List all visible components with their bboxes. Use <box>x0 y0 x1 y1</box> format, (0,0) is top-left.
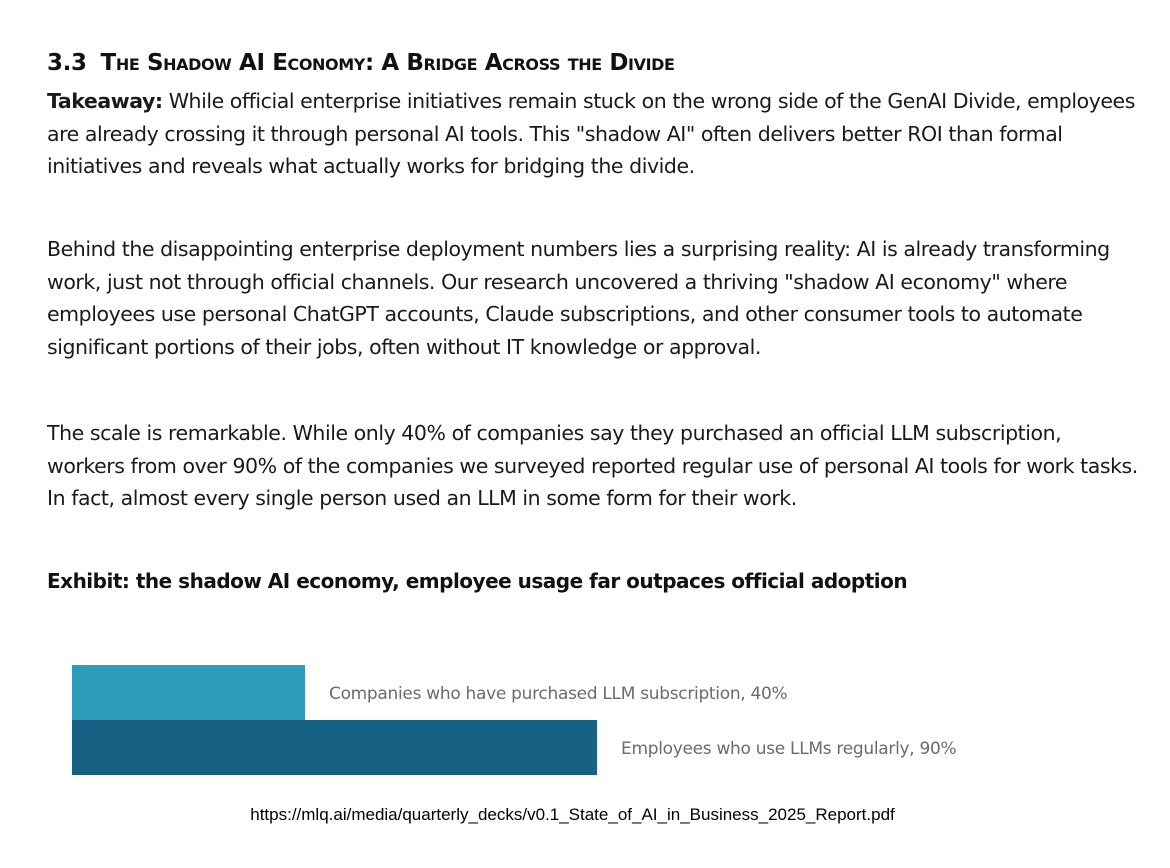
bar-label-2: Employees who use LLMs regularly, 90% <box>621 739 957 759</box>
bar-2 <box>72 720 597 775</box>
source-url: https://mlq.ai/media/quarterly_decks/v0.1_State_of_AI_in_Business_2025_Report.pdf <box>250 805 895 824</box>
shadow-ai-bar-chart <box>72 665 1072 777</box>
exhibit-title: Exhibit: the shadow AI economy, employee usage far outpaces official adoption <box>47 569 908 593</box>
takeaway-label: Takeaway: <box>47 89 163 113</box>
bar-label-1: Companies who have purchased LLM subscription, 40% <box>329 684 788 704</box>
section-heading <box>47 46 675 80</box>
takeaway-paragraph <box>47 85 1142 183</box>
section-number: 3.3 <box>47 50 87 76</box>
body-paragraph-shadow-ai: Behind the disappointing enterprise deployment numbers lies a surprising reality: AI is already transforming work, just not through official channels. Our research uncovered a thriving "shadow AI economy" where employees use personal ChatGPT accounts, Claude subscriptions, and other consumer tools to automate significant portions of their jobs, often without IT knowledge or approval. <box>47 237 1110 359</box>
section-title: The Shadow AI Economy: A Bridge Across the Divide <box>100 50 675 76</box>
bar-1 <box>72 665 305 720</box>
takeaway-text: While official enterprise initiatives remain stuck on the wrong side of the GenAI Divide, employees are already crossing it through personal AI tools. This "shadow AI" often delivers better ROI than formal initiatives and reveals what actually works for bridging the divide. <box>47 89 1135 178</box>
body-paragraph-scale: The scale is remarkable. While only 40% of companies say they purchased an official LLM subscription, workers from over 90% of the companies we surveyed reported regular use of personal AI tools for work tasks. In fact, almost every single person used an LLM in some form for their work. <box>47 421 1138 510</box>
